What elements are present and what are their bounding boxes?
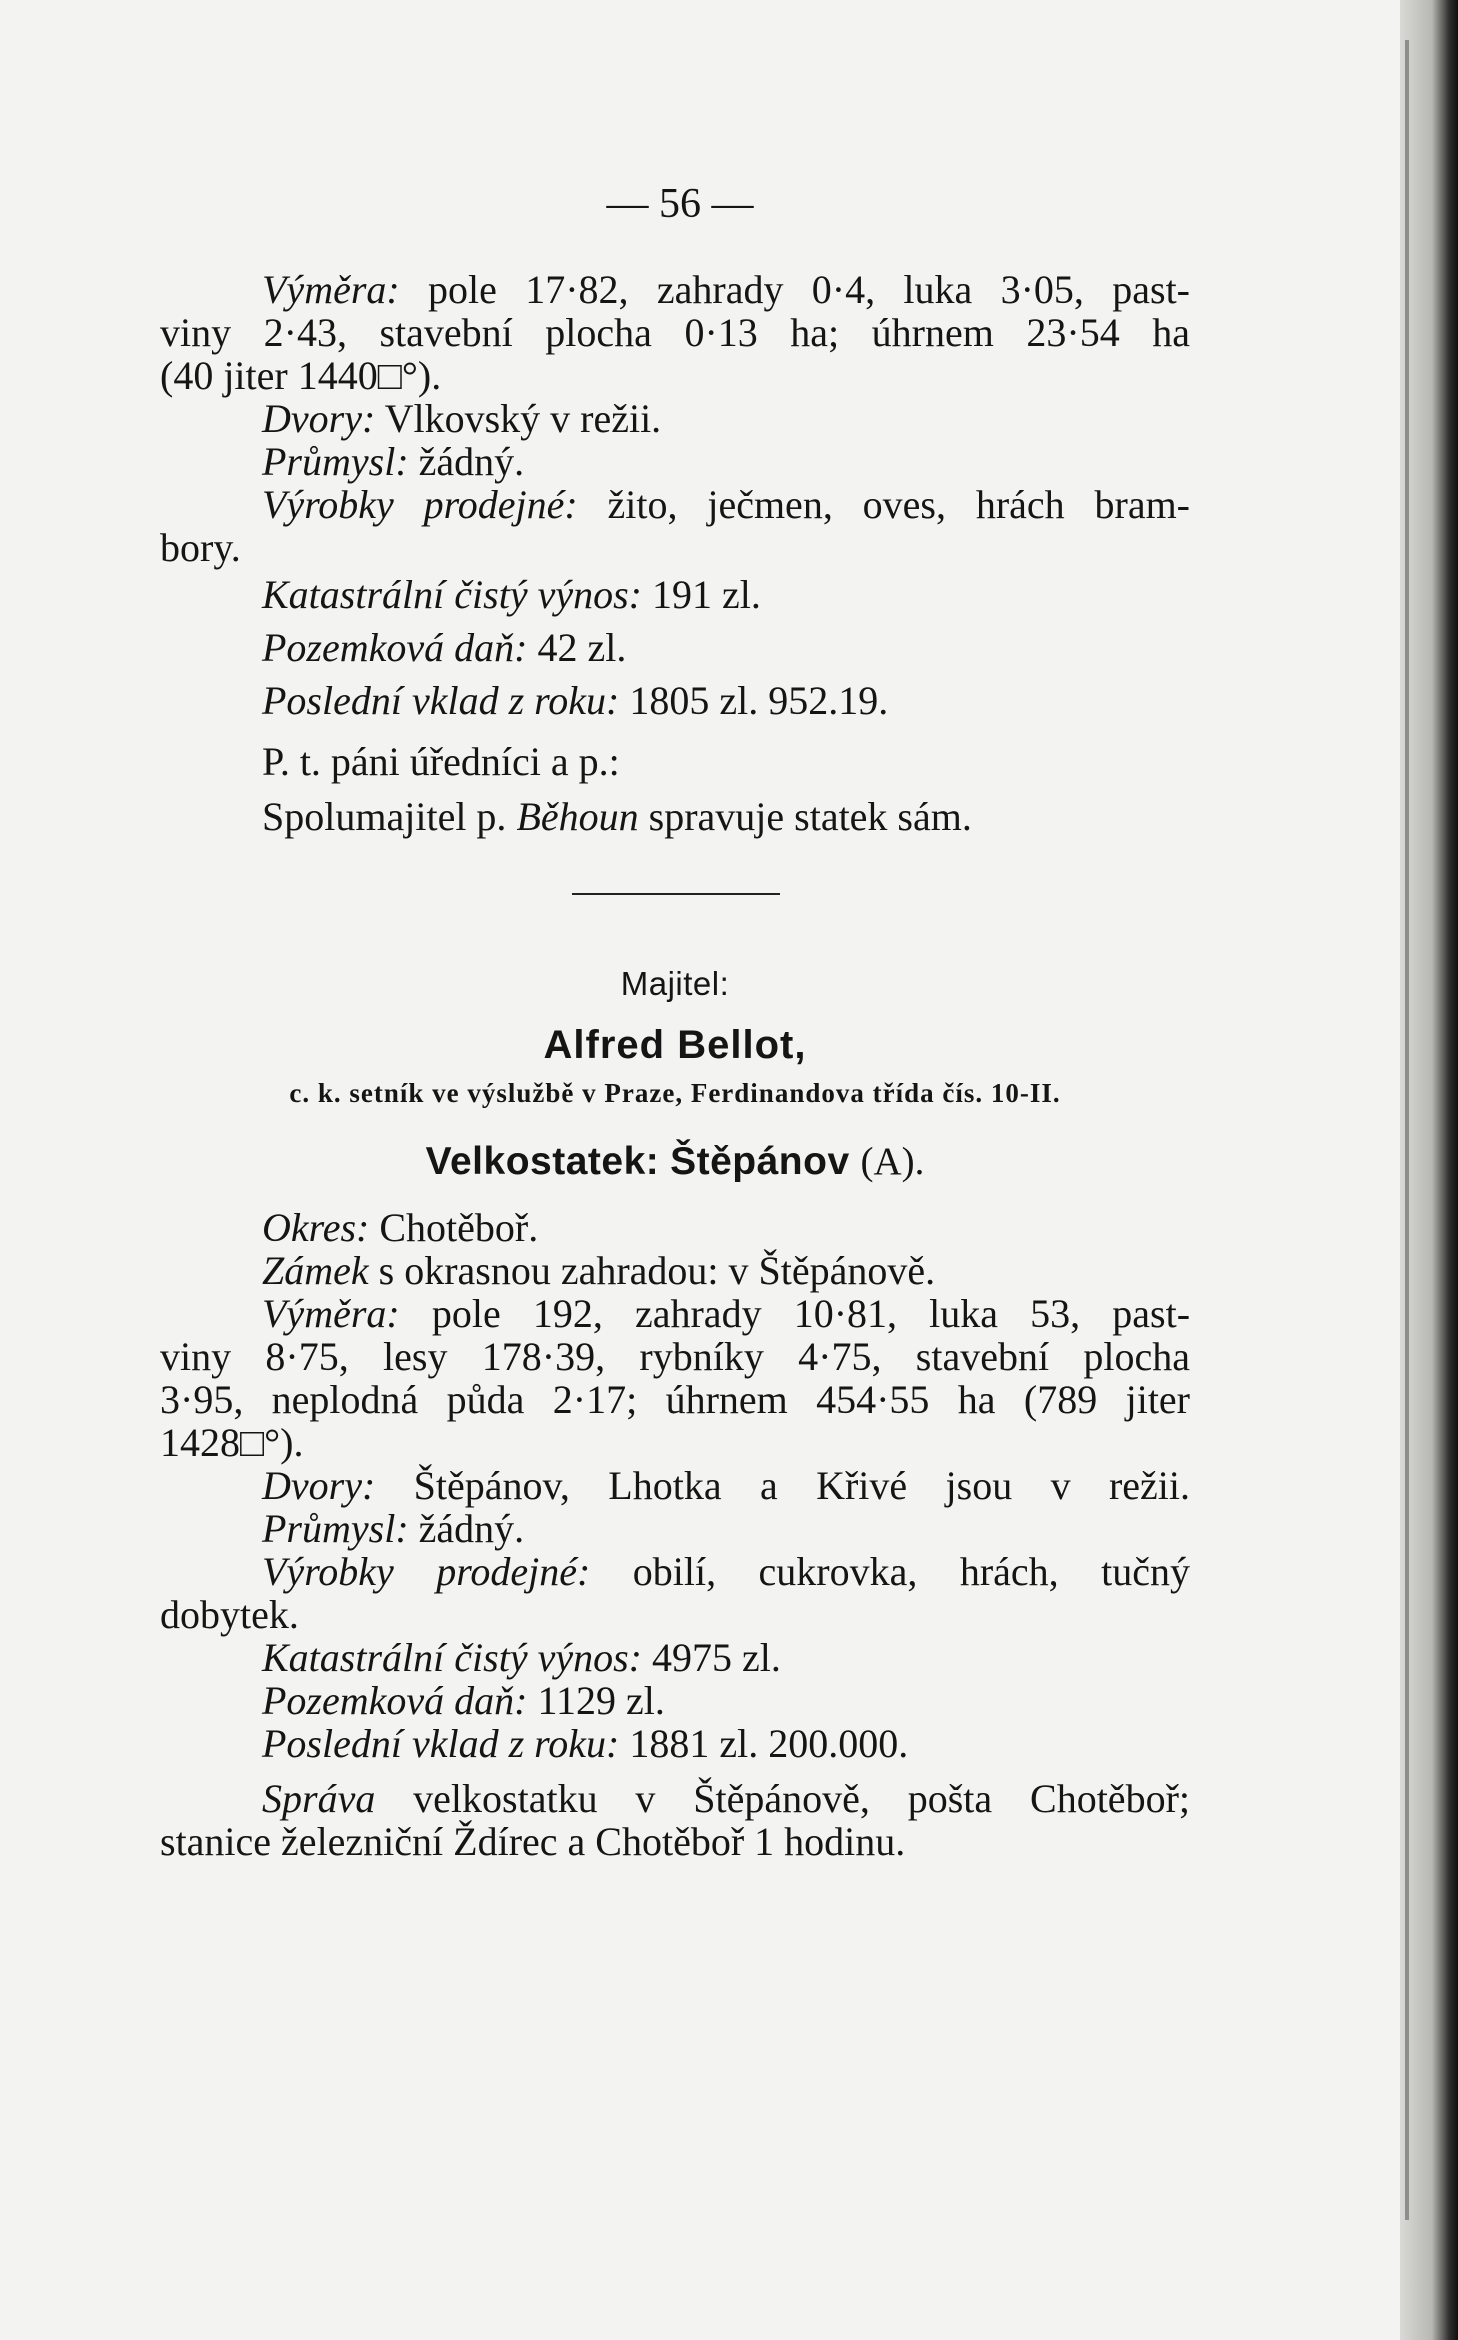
dan2-value: 1129 zl. xyxy=(537,1678,665,1723)
sprava-text-1: velkostatku v Štěpánově, pošta Chotěboř; xyxy=(413,1776,1190,1821)
dvory2-label: Dvory: xyxy=(262,1463,376,1508)
vyrobky2-line-2: dobytek. xyxy=(160,1592,299,1637)
katastr-label: Katastrální čistý výnos: xyxy=(262,572,642,617)
spolumajitel-line xyxy=(160,795,1190,838)
section-divider xyxy=(572,893,780,895)
katastr2-label: Katastrální čistý výnos: xyxy=(262,1635,642,1680)
vymera-line-2: viny 2·43, stavební plocha 0·13 ha; úhrnem 23·54 ha xyxy=(160,310,1190,355)
vymera-line-3: (40 jiter 1440□°). xyxy=(160,353,442,398)
prumysl-line xyxy=(160,440,1190,483)
vymera2-line-2: viny 8·75, lesy 178·39, rybníky 4·75, stavební plocha xyxy=(160,1334,1190,1379)
vymera-label: Výměra: xyxy=(262,267,400,312)
spolumajitel-suffix: spravuje statek sám. xyxy=(648,794,972,839)
dan2-line xyxy=(160,1679,1190,1722)
urednici-line: P. t. páni úředníci a p.: xyxy=(262,739,620,784)
katastr-line xyxy=(160,573,1190,616)
vymera2-line-1 xyxy=(160,1292,1190,1335)
vklad-label: Poslední vklad z roku: xyxy=(262,678,620,723)
estate-name: Štěpánov xyxy=(670,1140,850,1183)
vymera2-line-4: 1428□°). xyxy=(160,1420,304,1465)
owner-rank: c. k. setník ve výslužbě v Praze, Ferdinandova třída čís. 10-II. xyxy=(289,1078,1061,1108)
dvory-line xyxy=(160,397,1190,440)
dvory2-value: Štěpánov, Lhotka a Křivé jsou v režii. xyxy=(413,1463,1190,1508)
estate-heading xyxy=(160,1139,1190,1184)
vyrobky2-line-1 xyxy=(160,1550,1190,1593)
vklad-value: 1805 zl. 952.19. xyxy=(629,678,889,723)
page-edge-line xyxy=(1405,40,1409,2220)
prumysl-label: Průmysl: xyxy=(262,439,409,484)
vymera2-text-1: pole 192, zahrady 10·81, luka 53, past- xyxy=(431,1291,1191,1336)
vymera-text-1: pole 17·82, zahrady 0·4, luka 3·05, past- xyxy=(428,267,1191,312)
zamek-value: s okrasnou zahradou: v Štěpánově. xyxy=(378,1248,936,1293)
vyrobky-line-1 xyxy=(160,483,1190,526)
sprava-label: Správa xyxy=(262,1776,376,1821)
vyrobky-label: Výrobky prodejné: xyxy=(262,482,578,527)
dan-label: Pozemková daň: xyxy=(262,625,528,670)
okres-value: Chotěboř. xyxy=(379,1205,539,1250)
page-content xyxy=(160,268,1190,1863)
okres-label: Okres: xyxy=(262,1205,370,1250)
vklad-line xyxy=(160,679,1190,722)
sprava-line-1 xyxy=(160,1777,1190,1820)
dan-value: 42 zl. xyxy=(537,625,627,670)
dan-line xyxy=(160,626,1190,669)
vyrobky-text-1: žito, ječmen, oves, hrách bram- xyxy=(607,482,1190,527)
spolumajitel-prefix: Spolumajitel p. xyxy=(262,794,507,839)
katastr-value: 191 zl. xyxy=(651,572,761,617)
vymera2-line-3: 3·95, neplodná půda 2·17; úhrnem 454·55 ha (789 jiter xyxy=(160,1377,1190,1422)
estate-label: Velkostatek: xyxy=(425,1140,660,1183)
owner-name: Alfred Bellot, xyxy=(543,1023,807,1067)
spolumajitel-name: Běhoun xyxy=(516,794,639,839)
vymera2-label: Výměra: xyxy=(262,1291,400,1336)
page-number: — 56 — xyxy=(606,181,754,227)
prumysl2-value: žádný. xyxy=(418,1506,525,1551)
estate-suffix: (A). xyxy=(860,1140,925,1183)
prumysl2-line xyxy=(160,1507,1190,1550)
majitel-caption: Majitel: xyxy=(620,965,730,1002)
prumysl2-label: Průmysl: xyxy=(262,1506,409,1551)
prumysl-value: žádný. xyxy=(418,439,525,484)
vklad2-line xyxy=(160,1722,1190,1765)
dvory2-line xyxy=(160,1464,1190,1507)
dvory-label: Dvory: xyxy=(262,396,376,441)
okres-line xyxy=(160,1206,1190,1249)
vyrobky2-label: Výrobky prodejné: xyxy=(262,1549,591,1594)
katastr2-line xyxy=(160,1636,1190,1679)
zamek-line xyxy=(160,1249,1190,1292)
vyrobky2-text-1: obilí, cukrovka, hrách, tučný xyxy=(632,1549,1190,1594)
sprava-line-2: stanice železniční Ždírec a Chotěboř 1 hodinu. xyxy=(160,1819,906,1864)
vklad2-value: 1881 zl. 200.000. xyxy=(629,1721,909,1766)
vymera-line-1 xyxy=(160,268,1190,311)
vklad2-label: Poslední vklad z roku: xyxy=(262,1721,620,1766)
katastr2-value: 4975 zl. xyxy=(651,1635,781,1680)
zamek-label: Zámek xyxy=(262,1248,369,1293)
vyrobky-line-2: bory. xyxy=(160,525,241,570)
dan2-label: Pozemková daň: xyxy=(262,1678,528,1723)
dvory-value: Vlkovský v režii. xyxy=(384,396,662,441)
